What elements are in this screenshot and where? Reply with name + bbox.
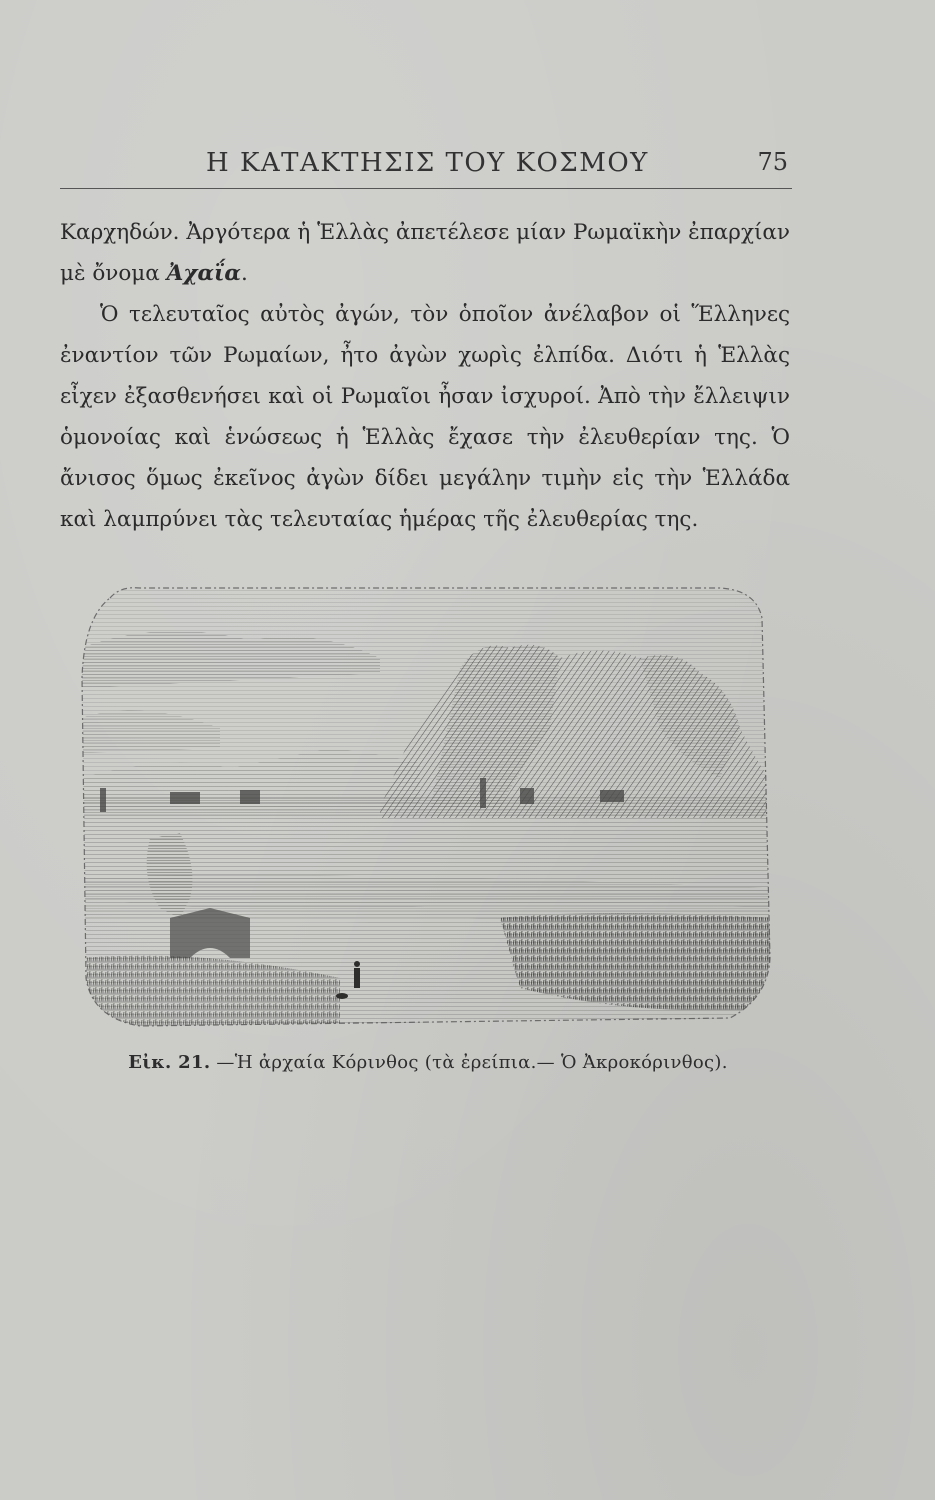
running-title: Η ΚΑΤΑΚΤΗΣΙΣ ΤΟΥ ΚΟΣΜΟΥ [206, 148, 649, 178]
caption-text: —Ἡ ἀρχαία Κόρινθος (τὰ ἐρείπια.— Ὁ Ἀκροκόρινθος). [216, 1052, 728, 1073]
engraving-figure [80, 578, 776, 1036]
paragraph-2: Ὁ τελευταῖος αὐτὸς ἀγών, τὸν ὁποῖον ἀνέλαβον οἱ Ἕλληνες ἐναντίον τῶν Ρωμαίων, ἦτο ἀγὼν χωρὶς ἐλπίδα. Διότι ἡ Ἑλλὰς εἶχεν ἐξασθενήσει καὶ οἱ Ρωμαῖοι ἦσαν ἰσχυροί. Ἀπὸ τὴν ἔλλειψιν ὁμονοίας καὶ ἑνώσεως ἡ Ἑλλὰς ἔχασε τὴν ἐλευθερίαν της. Ὁ ἄνισος ὅμως ἐκεῖνος ἀγὼν δίδει μεγάλην τιμὴν εἰς τὴν Ἑλλάδα καὶ λαμπρύνει τὰς τελευταίας ἡμέρας τῆς ἐλευθερίας της. [60, 302, 790, 532]
figure-caption [80, 1052, 776, 1073]
paragraph-1-start: Καρχηδών. Ἀργότερα ἡ Ἑλλὰς ἀπετέλεσε μίαν Ρωμαϊκὴν ἐπαρχίαν μὲ ὄνομα [60, 220, 790, 286]
page-number: 75 [757, 148, 788, 176]
engraving-landscape-icon [80, 578, 776, 1036]
paragraph-1-emphasis: Ἀχαΐα [166, 261, 241, 286]
caption-label: Εἰκ. 21. [128, 1052, 211, 1073]
paragraph-1 [60, 212, 790, 294]
paragraph-1-end: . [240, 261, 248, 286]
page-header [60, 148, 792, 188]
body-text [60, 212, 790, 540]
header-rule [60, 188, 792, 189]
